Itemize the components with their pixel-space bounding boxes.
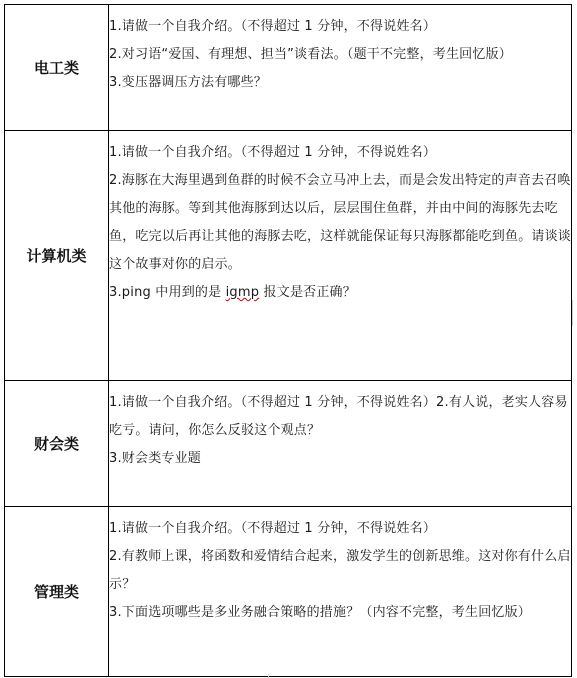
question-item — [109, 279, 571, 307]
category-cell: 计算机类 — [5, 131, 109, 381]
table-row — [5, 507, 572, 677]
questions-cell — [109, 507, 572, 677]
table-row — [5, 5, 572, 131]
interview-questions-table — [4, 4, 572, 677]
category-cell: 财会类 — [5, 381, 109, 507]
category-cell: 电工类 — [5, 5, 109, 131]
question-text: 报文是否正确？ — [259, 285, 356, 300]
question-item: 3.财会类专业题 — [109, 451, 202, 466]
table-row — [5, 381, 572, 507]
questions-cell — [109, 381, 572, 507]
question-item: 2.有教师上课，将函数和爱情结合起来，激发学生的创新思维。这对你有什么启示？ — [109, 549, 571, 592]
question-item: 3.下面选项哪些是多业务融合策略的措施？（内容不完整，考生回忆版） — [109, 605, 532, 620]
spellcheck-flagged-word: igmp — [225, 285, 260, 300]
question-item: 3.变压器调压方法有哪些？ — [109, 75, 268, 90]
page-edge-marker — [268, 674, 269, 678]
question-item: 1.请做一个自我介绍。（不得超过 1 分钟，不得说姓名） — [109, 19, 437, 34]
category-cell: 管理类 — [5, 507, 109, 677]
question-text: 3.ping 中用到的是 — [109, 285, 226, 300]
question-item: 2.海豚在大海里遇到鱼群的时候不会立马冲上去，而是会发出特定的声音去召唤其他的海豚。等到其他海豚到达以后，层层围住鱼群，并由中间的海豚先去吃鱼，吃完以后再让其他的海豚去吃，这样就能保证每只海豚都能吃到鱼。请谈谈这个故事对你的启示。 — [109, 173, 572, 272]
question-item: 1.请做一个自我介绍。（不得超过 1 分钟，不得说姓名）2.有人说，老实人容易吃亏。请问，你怎么反驳这个观点？ — [109, 395, 568, 438]
table-row — [5, 131, 572, 381]
question-item: 2.对习语“爱国、有理想、担当”谈看法。（题干不完整，考生回忆版） — [109, 47, 512, 62]
questions-cell — [109, 131, 572, 381]
question-item: 1.请做一个自我介绍。（不得超过 1 分钟，不得说姓名） — [109, 145, 437, 160]
questions-cell — [109, 5, 572, 131]
question-item: 1.请做一个自我介绍。（不得超过 1 分钟，不得说姓名） — [109, 521, 437, 536]
page-edge-marker — [572, 300, 573, 326]
